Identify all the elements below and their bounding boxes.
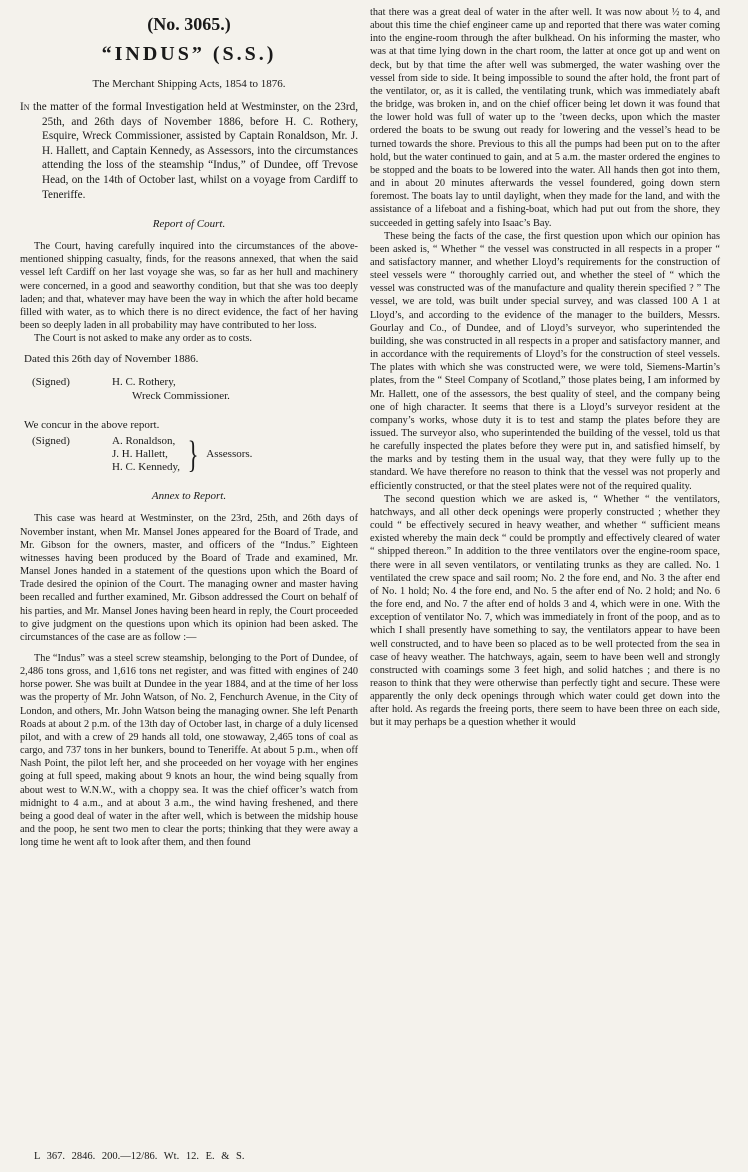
assessor-name: A. Ronaldson,: [112, 435, 176, 448]
annex-paragraph: The “Indus” was a steel screw steamship, belonging to the Port of Dundee, of 2,486 tons gross, and 1,616 tons net register, and was fitted with engines of 240 horse power. She was built at Dundee in the year 1884, and at the time of her loss was the property of Mr. John Watson, of No. 2, Fenchurch Avenue, in the City of London, and others, Mr. John Watson being the managing owner. She left Penarth Roads at about 2 p.m. of the 13th day of October last, in charge of a duly licensed pilot, and with a crew of 29 hands all told, one stowaway, 2,465 tons of coal as cargo, and 737 tons in her bunkers, bound to Teneriffe. At about 5 p.m., when off Nash Point, the pilot left her, and she proceeded on her voyage with her engines going at full speed, making about 9 knots an hour, the wind being squally from about west to W.N.W., with a choppy sea. It was the chief officer’s watch from midnight to 4 a.m., and at about 3 a.m., the wind having freshened, and there being a good deal of water in the after well, which is between the midship house and the poop, he sent two men to clear the ports; thinking that they were away a long time he went aft to look after them, and then found: [20, 652, 358, 849]
annex-paragraph: These being the facts of the case, the first question upon which our opinion has been asked is, “ Whether “ the vessel was constructed in all respects in a proper “ and satisfactory manner, and whether Lloyd’s requirements for the construction of steel vessels were “ thoroughly carried out, and whether the steel of “ which the vessel was constructed was of the manufacture and quality therein specified ? ” The vessel, we are told, was built under special survey, and was classed 100 A 1 at Lloyd’s, and according to the evidence of the manager to the builders, Messrs. Gourlay and Co., of Dundee, and of Lloyd’s surveyor, who superintended the building, she was constructed in all respects in a proper and satisfactory manner, and in accordance with the requirements of Lloyd’s for the construction of steel vessels. The plates with which she was constructed were, we were told, Siemens-Martin’s plates, from the “ Steel Company of Scotland,” those plates being, I am informed by Mr. Hallett, one of the assessors, the best quality of steel, and the company being one of high character. It seems that there is a Lloyd’s surveyor resident at the company’s works, whose duty it is to test and stamp the plates before they are issued. The surveyor also, who superintended the building of the vessel, told us that he carefully inspected the plates before they were put in, and satisfied himself, by the marks and by testing them in the usual way, that they were fully up to the standard. We have therefore no reason to think that the vessel was not properly and efficiently constructed, or that the steel plates were not of the required quality.: [370, 230, 720, 492]
assessor-name: J. H. Hallett,: [112, 448, 168, 461]
right-column: [370, 6, 720, 730]
signature-line: [20, 375, 358, 389]
intro-lead: In: [20, 101, 30, 113]
signer-title: Wreck Commissioner.: [132, 390, 230, 403]
brace-glyph: }: [187, 433, 199, 476]
annex-heading: Annex to Report.: [151, 490, 227, 503]
signed-label: (Signed): [32, 376, 70, 389]
assessor-names: [112, 435, 180, 474]
annex-paragraph: that there was a great deal of water in the after well. It was now about ½ to 4, and about this time the chief engineer came up and reported that there was water coming into the engine-room through the after bulkhead. On his informing the master, who was at that time lying down in the chart room, the latter at once got up and went on deck, but by that time the after well was submerged, the water washing over the vessel from side to side. It being impossible to sound the after hold, the front part of the ventilator, or, as it is called, the ventilating trunk, which was immediately abaft the bridge, was broken in, and on the chief officer being let down it was found that the lower hold was full of water up to the ’tween decks, upon which the master ordered the boats to be swung out ready for lowering and the vessel’s head to be turned towards the shore. Previous to this all the pumps had been put on to the after hold, but the water continued to gain, and at 5 a.m. the master ordered the engines to be stopped and the boats to be lowered into the water. All hands then got into them, and in about 20 minutes afterwards the vessel foundered, going down stern foremost. The boats lay to until daylight, when they made for the land, and with the assistance of a lifeboat and a fishing-boat, which had put out from the shore, they succeeded in getting safely into Isaac’s Bay.: [370, 7, 720, 229]
intro-text: the matter of the formal Investigation held at Westminster, on the 23rd, 25th, and 26th days of November 1886, before H. C. Rothery, Esquire, Wreck Commissioner, assisted by Captain Ronaldson, Mr. J. H. Hallett, and Captain Kennedy, as Assessors, into the circumstances attending the loss of the steamship “Indus,” of Dundee, off Trevose Head, on the 14th of October last, whilst on a voyage from Cardiff to Teneriffe.: [29, 101, 358, 201]
signer-name: H. C. Rothery,: [112, 376, 176, 389]
document-title: “INDUS” (S.S.): [101, 43, 277, 65]
dated-line: Dated this 26th day of November 1886.: [24, 353, 199, 366]
assessors-block: [20, 435, 358, 474]
annex-paragraph: The second question which we are asked is, “ Whether “ the ventilators, hatchways, and all other deck openings were properly constructed ; whether they could “ be effectively secured in heavy weather, and whether “ sufficient means existed whereby the main deck “ could be promptly and effectively cleared of water “ shipped thereon.” In addition to the three ventilators over the engine-room space, there were in all seven ventilators, or ventilating trunks as they are called. No. 1 ventilated the crew space and sail room; No. 2 the fore end, and No. 3 the after end of No. 1 hold; No. 4 the fore end, and No. 5 the after end of No. 2 hold; and No. 6 the fore end, and No. 7 the after end of holds 3 and 4, which were in one. With the exception of ventilator No. 7, which was immediately in front of the poop, and as to which I shall presently have something to say, the ventilators appear to have been well constructed, and to have been so placed as to be well protected from the sea in case of heavy weather. The hatchways, again, seem to have been well and strongly constructed with coamings some 3 feet high, and solid hatches ; and there is no reason to think that they were otherwise than perfectly tight and secure. These were apparently the only deck openings through which water could get down into the after hold. As regards the freeing ports, there seem to have been three on each side, but it may perhaps be a question whether it would: [370, 493, 720, 729]
report-paragraph: The Court is not asked to make any order as to costs.: [34, 333, 252, 345]
report-paragraph: The Court, having carefully inquired into the circumstances of the above-mentioned shipping casualty, finds, for the reasons annexed, that when the said vessel left Cardiff on her last voyage she was, so far as her hull and machinery were concerned, in a good and seaworthy condition, but that she was too deeply laden; and that, whatever may have been the way in which the after hold became filled with water, as to which there is no direct evidence, the fact of her having been so deeply laden in all probability may have contributed to her loss.: [20, 241, 358, 332]
report-heading: Report of Court.: [152, 218, 226, 231]
concur-line: We concur in the above report.: [24, 419, 160, 432]
annex-paragraph: This case was heard at Westminster, on the 23rd, 25th, and 26th days of November instant, when Mr. Mansel Jones appeared for the Board of Trade, and Mr. Gibson for the owners, master, and officers of the “Indus.” Eighteen witnesses having been produced by the Board of Trade and examined, Mr. Mansel Jones handed in a statement of the questions upon which the Board of Trade desired the opinion of the Court. The managing owner and master having been recalled and further examined, Mr. Gibson addressed the Court on behalf of his parties, and Mr. Mansel Jones having been heard in reply, the Court proceeded to give judgment on the questions upon which its opinion had been asked. The circumstances of the case are as follow :—: [20, 513, 358, 643]
assessor-name: H. C. Kennedy,: [112, 461, 181, 474]
print-footer: L 367. 2846. 200.—12/86. Wt. 12. E. & S.: [34, 1151, 245, 1162]
document-subtitle: The Merchant Shipping Acts, 1854 to 1876.: [92, 78, 286, 90]
left-column: [20, 0, 358, 849]
assessors-label: Assessors.: [206, 448, 253, 461]
document-number: (No. 3065.): [147, 14, 231, 34]
signed-label: (Signed): [32, 435, 70, 448]
intro-paragraph: [20, 100, 358, 202]
